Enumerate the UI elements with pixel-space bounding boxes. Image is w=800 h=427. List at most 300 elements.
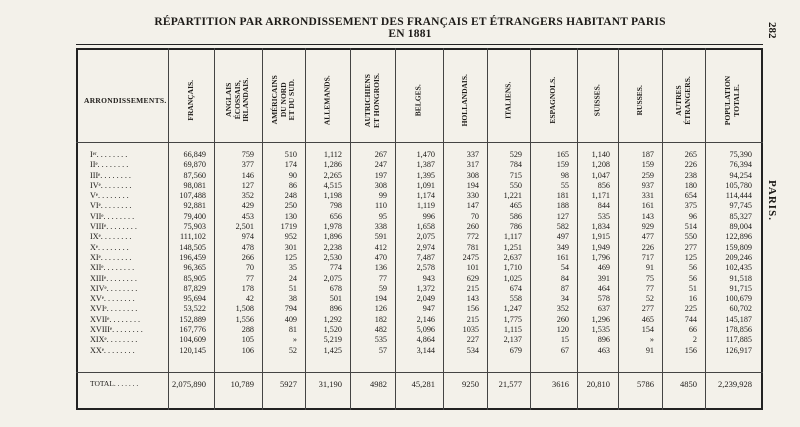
table-cell: 145,187	[725, 314, 752, 324]
table-cell: 67	[560, 345, 569, 355]
table-cell: 260	[466, 222, 479, 232]
total-cell: 21,577	[498, 379, 522, 389]
table-cell: 678	[329, 283, 342, 293]
table-cell: 844	[597, 201, 610, 211]
table-cell: 79,400	[183, 211, 206, 221]
table-cell: 197	[374, 170, 387, 180]
table-cell: 215	[466, 314, 479, 324]
table-cell: 1,915	[591, 232, 610, 242]
arrondissement-label: XIIIᵉ. . . . . . . .	[90, 273, 137, 283]
table-cell: 2,049	[416, 294, 435, 304]
arrondissement-label: XXᵉ. . . . . . . .	[90, 345, 135, 355]
table-cell: 126,917	[725, 345, 752, 355]
header-label: SUISSES.	[592, 84, 602, 116]
table-cell: 1,171	[591, 191, 610, 201]
table-cell: 349	[556, 242, 569, 252]
table-cell: 38	[288, 294, 297, 304]
table-cell: 238	[684, 170, 697, 180]
table-cell: 86	[288, 180, 297, 190]
column-population-totale	[705, 150, 752, 356]
table-cell: 66,849	[183, 150, 206, 159]
table-cell: 87	[560, 283, 569, 293]
header-label: FRANÇAIS.	[185, 79, 195, 121]
total-cell: 2,239,928	[718, 379, 752, 389]
table-cell: 147	[466, 201, 479, 211]
total-cell: 45,281	[411, 379, 435, 389]
column-anglais	[214, 150, 254, 356]
total-cell: 5927	[280, 379, 297, 389]
table-cell: 937	[641, 180, 654, 190]
table-cell: 92,881	[183, 201, 206, 211]
table-cell: 1,174	[416, 191, 435, 201]
header-label: ALLEMANDS.	[322, 75, 332, 125]
table-cell: 227	[466, 335, 479, 345]
arrondissement-label: XIVᵉ. . . . . . . .	[90, 283, 138, 293]
arrondissement-label: Xᵉ. . . . . . . .	[90, 242, 129, 252]
header-anglais	[214, 60, 262, 140]
table-cell: 1,221	[503, 191, 522, 201]
header-italiens	[487, 60, 530, 140]
header-francais	[168, 60, 214, 140]
table-cell: 1,251	[503, 242, 522, 252]
table-cell: 786	[509, 222, 522, 232]
table-cell: 1,091	[416, 180, 435, 190]
header-americains	[262, 60, 305, 140]
header-hollandais	[443, 60, 487, 140]
table-cell: 104,609	[179, 335, 206, 345]
table-cell: 75	[645, 273, 654, 283]
table-cell: 2	[692, 335, 697, 345]
table-cell: 194	[374, 294, 387, 304]
table-cell: 225	[684, 304, 697, 314]
table-cell: 159	[556, 160, 569, 170]
header-allemands	[305, 60, 350, 140]
column-francais	[168, 150, 206, 356]
arrondissement-label: VIᵉ. . . . . . . .	[90, 201, 132, 211]
table-cell: 259	[641, 170, 654, 180]
table-cell: 1,208	[591, 160, 610, 170]
column-belges	[395, 150, 435, 356]
table-cell: 77	[245, 273, 254, 283]
table-cell: 412	[374, 242, 387, 252]
table-cell: 1,470	[416, 150, 435, 159]
table-cell: 159	[641, 160, 654, 170]
table-cell: 2,637	[503, 252, 522, 262]
arrondissement-label: XVIIᵉ. . . . . . . .	[90, 314, 141, 324]
table-cell: 66	[688, 325, 697, 335]
table-cell: 99	[378, 191, 387, 201]
table-cell: 1719	[280, 222, 297, 232]
table-cell: 1,425	[323, 345, 342, 355]
table-cell: 4,515	[323, 180, 342, 190]
table-cell: 94,254	[729, 170, 752, 180]
table-cell: 550	[684, 232, 697, 242]
table-cell: 1,978	[323, 222, 342, 232]
table-cell: 2,530	[323, 252, 342, 262]
total-cell: 10,789	[230, 379, 254, 389]
header-autres-etrangers	[662, 60, 705, 140]
table-cell: 120	[556, 325, 569, 335]
table-cell: 896	[597, 335, 610, 345]
table-cell: 106	[241, 345, 254, 355]
table-cell: 77	[645, 283, 654, 293]
arrondissement-label: VIIIᵉ. . . . . . . .	[90, 222, 137, 232]
table-cell: 308	[374, 180, 387, 190]
total-cell: 4982	[370, 379, 387, 389]
table-cell: 91,518	[729, 273, 752, 283]
table-cell: 34	[560, 294, 569, 304]
table-cell: 774	[329, 263, 342, 273]
table-cell: 156	[684, 345, 697, 355]
table-cell: 98,081	[183, 180, 206, 190]
table-cell: 85,905	[183, 273, 206, 283]
table-cell: 1,834	[591, 222, 610, 232]
table-cell: 497	[556, 232, 569, 242]
table-cell: 629	[466, 273, 479, 283]
table-cell: 558	[509, 294, 522, 304]
table-cell: 582	[556, 222, 569, 232]
table-cell: 1,949	[591, 242, 610, 252]
table-cell: 54	[560, 263, 569, 273]
table-cell: 178,856	[725, 325, 752, 335]
table-cell: 1,556	[235, 314, 254, 324]
table-cell: 429	[241, 201, 254, 211]
table-cell: 56	[688, 263, 697, 273]
column-espagnols	[530, 150, 569, 356]
arrondissement-label: Iᵉʳ. . . . . . . .	[90, 150, 128, 159]
table-cell: 463	[597, 345, 610, 355]
header-label: POPULATION TOTALE.	[722, 75, 741, 125]
table-cell: 130	[284, 211, 297, 221]
table-cell: 95	[378, 211, 387, 221]
table-cell: 794	[284, 304, 297, 314]
table-cell: 464	[597, 283, 610, 293]
table-cell: 1,508	[235, 304, 254, 314]
table-cell: 465	[509, 201, 522, 211]
table-cell: 167,776	[179, 325, 206, 335]
table-cell: 55	[560, 180, 569, 190]
table-cell: 188	[556, 201, 569, 211]
table-cell: 338	[374, 222, 387, 232]
table-cell: 277	[641, 304, 654, 314]
table-cell: 679	[509, 345, 522, 355]
table-cell: 111,102	[179, 232, 206, 242]
table-cell: 117,885	[725, 335, 752, 345]
table-cell: 2,146	[416, 314, 435, 324]
table-cell: 1,198	[323, 191, 342, 201]
table-cell: 161	[556, 252, 569, 262]
table-cell: 90	[288, 170, 297, 180]
table-cell: 715	[509, 170, 522, 180]
header-espagnols	[530, 60, 577, 140]
table-cell: 209,246	[725, 252, 752, 262]
table-cell: 654	[684, 191, 697, 201]
header-label: AUTRICHIENS ET HONGROIS.	[363, 72, 381, 128]
table-cell: 453	[241, 211, 254, 221]
table-cell: 947	[422, 304, 435, 314]
table-cell: 52	[288, 345, 297, 355]
table-cell: 89,004	[729, 222, 752, 232]
header-population-totale	[705, 60, 760, 140]
table-cell: 143	[641, 211, 654, 221]
table-cell: 161	[641, 201, 654, 211]
table-cell: 52	[645, 294, 654, 304]
table-cell: 96,365	[183, 263, 206, 273]
table-cell: 148,505	[179, 242, 206, 252]
table-cell: 308	[466, 170, 479, 180]
table-cell: 226	[641, 242, 654, 252]
table-cell: 744	[684, 314, 697, 324]
table-cell: 42	[245, 294, 254, 304]
table-cell: 3,144	[416, 345, 435, 355]
table-cell: 77	[378, 273, 387, 283]
table-cell: 896	[329, 304, 342, 314]
table-cell: 781	[466, 242, 479, 252]
table-cell: 1,535	[591, 325, 610, 335]
table-cell: 501	[329, 294, 342, 304]
table-cell: 84	[560, 273, 569, 283]
table-cell: 2,265	[323, 170, 342, 180]
arrondissement-label: XVIIIᵉ. . . . . . . .	[90, 325, 143, 335]
table-cell: 215	[466, 283, 479, 293]
table-cell: 5,096	[416, 325, 435, 335]
table-cell: 174	[284, 160, 297, 170]
header-belges	[395, 60, 443, 140]
column-italiens	[487, 150, 522, 356]
table-cell: 24	[288, 273, 297, 283]
table-cell: 165	[556, 150, 569, 159]
table-cell: 7,487	[416, 252, 435, 262]
table-cell: »	[292, 335, 297, 345]
total-cell: 3616	[552, 379, 569, 389]
table-cell: 35	[288, 263, 297, 273]
header-russes	[618, 60, 662, 140]
arrondissement-label: XVIᵉ. . . . . . . .	[90, 304, 138, 314]
table-cell: 250	[284, 201, 297, 211]
table-cell: 159,809	[725, 242, 752, 252]
total-cell: 9250	[462, 379, 479, 389]
table-cell: 637	[597, 304, 610, 314]
header-label: ITALIENS.	[503, 81, 513, 119]
table-cell: 260	[556, 314, 569, 324]
table-cell: 265	[684, 150, 697, 159]
table-cell: 56	[688, 273, 697, 283]
row-rule	[76, 372, 763, 373]
table-cell: 510	[284, 150, 297, 159]
table-cell: 53,522	[183, 304, 206, 314]
table-cell: 1,796	[591, 252, 610, 262]
table-cell: »	[649, 335, 654, 345]
header-label: HOLLANDAIS.	[459, 73, 469, 127]
table-cell: 514	[684, 222, 697, 232]
table-cell: 1,112	[323, 150, 342, 159]
table-cell: 154	[641, 325, 654, 335]
table-cell: 2,578	[416, 263, 435, 273]
table-cell: 974	[241, 232, 254, 242]
table-cell: 97,745	[729, 201, 752, 211]
table-cell: 1,710	[503, 263, 522, 273]
table-cell: 120,145	[179, 345, 206, 355]
table-cell: 181	[556, 191, 569, 201]
table-cell: 136	[374, 263, 387, 273]
table-cell: 91,715	[729, 283, 752, 293]
table-cell: 125	[684, 252, 697, 262]
table-cell: 122,896	[725, 232, 752, 242]
arrondissement-label: XIIᵉ. . . . . . . .	[90, 263, 135, 273]
table-cell: 15	[560, 335, 569, 345]
top-rule	[76, 44, 763, 45]
running-head: PARIS.	[766, 180, 778, 221]
total-label: TOTAL. . . . . . .	[90, 379, 139, 388]
header-label: BELGES.	[413, 84, 423, 116]
table-cell: 943	[422, 273, 435, 283]
table-cell: 96	[688, 211, 697, 221]
table-cell: 1,292	[323, 314, 342, 324]
table-cell: 16	[688, 294, 697, 304]
table-cell: 1,658	[416, 222, 435, 232]
total-cell: 4850	[680, 379, 697, 389]
table-cell: 5,219	[323, 335, 342, 345]
table-cell: 194	[466, 180, 479, 190]
table-cell: 2,974	[416, 242, 435, 252]
header-label: RUSSES.	[634, 84, 644, 116]
column-suisses	[577, 150, 610, 356]
table-cell: 187	[641, 150, 654, 159]
table-cell: 317	[466, 160, 479, 170]
arrondissement-label: IVᵉ. . . . . . . .	[90, 180, 132, 190]
table-cell: 301	[284, 242, 297, 252]
table-cell: 377	[241, 160, 254, 170]
table-cell: 331	[641, 191, 654, 201]
table-cell: 69,870	[183, 160, 206, 170]
table-cell: 146	[241, 170, 254, 180]
table-cell: 1,896	[323, 232, 342, 242]
total-cell: 5786	[637, 379, 654, 389]
column-allemands	[305, 150, 342, 356]
table-cell: 277	[684, 242, 697, 252]
table-cell: 143	[466, 294, 479, 304]
table-cell: 4,864	[416, 335, 435, 345]
table-cell: 1,247	[503, 304, 522, 314]
table-cell: 59	[378, 283, 387, 293]
table-cell: 550	[509, 180, 522, 190]
table-cell: 1,119	[416, 201, 435, 211]
table-cell: 87,829	[183, 283, 206, 293]
table-cell: 2,501	[235, 222, 254, 232]
arrondissement-label: IIIᵉ. . . . . . . .	[90, 170, 131, 180]
table-cell: 330	[466, 191, 479, 201]
arrondissement-label: XIᵉ. . . . . . . .	[90, 252, 132, 262]
arrondissement-label: IIᵉ. . . . . . . .	[90, 160, 129, 170]
table-cell: 1,140	[591, 150, 610, 159]
table-cell: 534	[466, 345, 479, 355]
table-cell: 352	[241, 191, 254, 201]
table-cell: 409	[284, 314, 297, 324]
table-cell: 337	[466, 150, 479, 159]
table-cell: 105	[241, 335, 254, 345]
table-cell: 70	[470, 211, 479, 221]
table-cell: 391	[597, 273, 610, 283]
table-cell: 772	[466, 232, 479, 242]
header-autrichiens	[350, 60, 395, 140]
table-cell: 182	[374, 314, 387, 324]
table-cell: 674	[509, 283, 522, 293]
table-cell: 1,025	[503, 273, 522, 283]
table-cell: 798	[329, 201, 342, 211]
table-cell: 267	[374, 150, 387, 159]
table-cell: 127	[241, 180, 254, 190]
table-cell: 107,488	[179, 191, 206, 201]
table-cell: 180	[684, 180, 697, 190]
column-americains	[262, 150, 297, 356]
table-cell: 70	[245, 263, 254, 273]
table-cell: 470	[374, 252, 387, 262]
column-autrichiens	[350, 150, 387, 356]
table-cell: 352	[556, 304, 569, 314]
table-cell: 1,296	[591, 314, 610, 324]
table-cell: 75,390	[729, 150, 752, 159]
table-cell: 535	[374, 335, 387, 345]
table-cell: 101	[466, 263, 479, 273]
table-cell: 81	[288, 325, 297, 335]
table-cell: 76,394	[729, 160, 752, 170]
table-cell: 529	[509, 150, 522, 159]
table-cell: 952	[284, 232, 297, 242]
table-cell: 2,075	[323, 273, 342, 283]
table-cell: 102,435	[725, 263, 752, 273]
table-cell: 87,560	[183, 170, 206, 180]
table-cell: 57	[378, 345, 387, 355]
table-cell: 91	[645, 263, 654, 273]
header-label: AMÉRICAINS DU NORD ET DU SUD.	[269, 75, 296, 125]
table-cell: 1,047	[591, 170, 610, 180]
table-cell: 127	[556, 211, 569, 221]
table-cell: 469	[597, 263, 610, 273]
header-suisses	[577, 60, 618, 140]
table-cell: 152,889	[179, 314, 206, 324]
table-cell: 91	[645, 345, 654, 355]
table-cell: 266	[241, 252, 254, 262]
table-cell: 578	[597, 294, 610, 304]
table-cell: 126	[374, 304, 387, 314]
column-autres-etrangers	[662, 150, 697, 356]
total-cell: 20,810	[586, 379, 610, 389]
table-cell: 482	[374, 325, 387, 335]
table-cell: 717	[641, 252, 654, 262]
table-cell: 478	[241, 242, 254, 252]
table-cell: 996	[422, 211, 435, 221]
table-cell: 51	[288, 283, 297, 293]
table-cell: 929	[641, 222, 654, 232]
table-cell: 784	[509, 160, 522, 170]
table-cell: 196,459	[179, 252, 206, 262]
arrondissement-label: XVᵉ. . . . . . . .	[90, 294, 135, 304]
table-cell: 226	[684, 160, 697, 170]
table-cell: 586	[509, 211, 522, 221]
table-cell: 856	[597, 180, 610, 190]
table-cell: 156	[466, 304, 479, 314]
table-cell: 2475	[462, 252, 479, 262]
table-cell: 535	[597, 211, 610, 221]
table-cell: 51	[688, 283, 697, 293]
arrondissement-label: VIIᵉ. . . . . . . .	[90, 211, 135, 221]
table-cell: 1,395	[416, 170, 435, 180]
table-cell: 1,520	[323, 325, 342, 335]
table-cell: 95,694	[183, 294, 206, 304]
table-cell: 375	[684, 201, 697, 211]
arrondissement-label: XIXᵉ. . . . . . . .	[90, 335, 138, 345]
table-cell: 477	[641, 232, 654, 242]
